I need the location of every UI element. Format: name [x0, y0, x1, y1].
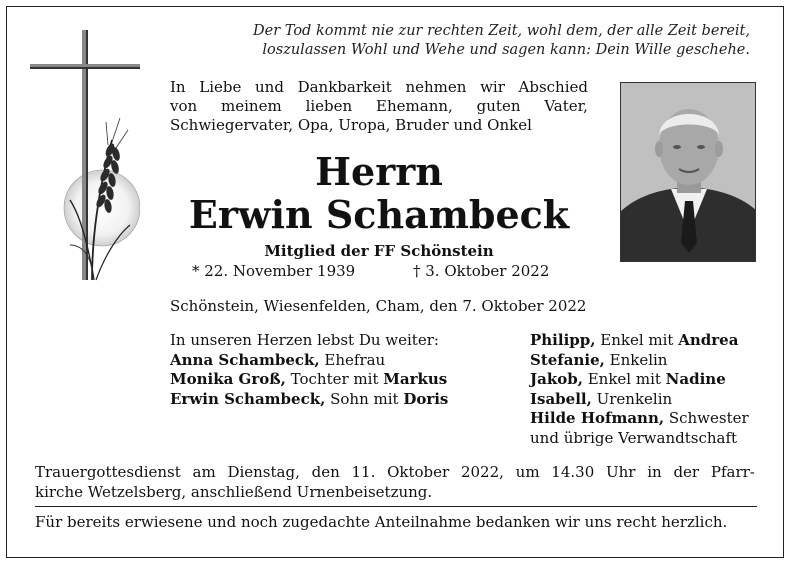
mourner-row	[170, 370, 448, 390]
place-date: Schönstein, Wiesenfelden, Cham, den 7. Oktober 2022	[170, 297, 587, 315]
mourner-row	[530, 409, 749, 429]
mourner-relation: Schwester	[664, 409, 749, 427]
mourner-partner: Nadine	[665, 370, 726, 388]
word: Dankbarkeit	[297, 78, 392, 96]
mourner-relation: Ehefrau	[319, 350, 386, 369]
mourner-partner: Markus	[383, 370, 448, 388]
word: Vater,	[544, 97, 588, 115]
word: Uhr	[606, 463, 636, 481]
mourner-row	[530, 351, 749, 371]
mourner-partner: Andrea	[678, 331, 739, 349]
service-line-1	[35, 462, 755, 482]
mourner-name: Stefanie,	[530, 350, 605, 369]
word: Ehemann,	[376, 97, 453, 115]
mourner-relation: Tochter mit	[285, 370, 384, 388]
birth-date: * 22. November 1939	[192, 262, 356, 280]
cross-with-wheat-icon	[30, 30, 140, 285]
word: 11.	[351, 463, 376, 481]
quote-line: Der Tod kommt nie zur rechten Zeit, wohl dem, der alle Zeit bereit,	[253, 23, 750, 39]
mourner-relation: Enkelin	[604, 350, 668, 369]
mourner-relation: Enkel mit	[582, 370, 666, 388]
death-date: † 3. Oktober 2022	[413, 262, 550, 280]
word: den	[311, 463, 340, 481]
thanks-text: Für bereits erwiesene und noch zugedachte Anteilnahme bedanken wir uns recht herzlich.	[35, 513, 728, 531]
service-line-2: kirche Wetzelsberg, anschließend Urnenbeisetzung.	[35, 483, 433, 501]
word: Abschied	[518, 78, 588, 96]
quote	[230, 22, 750, 60]
funeral-service	[35, 462, 755, 502]
mourner-name: Hilde Hofmann,	[530, 409, 665, 427]
word: in	[647, 463, 662, 481]
honorific: Herrn	[315, 149, 443, 194]
divider	[35, 506, 757, 507]
mourner-name: Isabell,	[530, 389, 592, 408]
word: Liebe	[199, 78, 242, 96]
mourners-intro: In unseren Herzen lebst Du weiter:	[170, 331, 439, 349]
word: nehmen	[405, 78, 467, 96]
mourner-name: Erwin Schambeck,	[170, 389, 326, 408]
mourners-left	[170, 331, 448, 409]
membership: Mitglied der FF Schönstein	[264, 242, 494, 260]
word: Trauergottesdienst	[35, 463, 181, 481]
mourner-name: Anna Schambeck,	[170, 350, 320, 369]
mourner-row	[170, 390, 448, 410]
word: 2022,	[460, 463, 504, 481]
intro-line-1	[170, 78, 588, 97]
mourner-relation: Sohn mit	[325, 389, 404, 408]
intro-line-3: Schwiegervater, Opa, Uropa, Bruder und Onkel	[170, 116, 532, 134]
mourner-row	[530, 390, 749, 410]
mourners-right	[530, 331, 749, 448]
word: Oktober	[387, 463, 450, 481]
quote-line: loszulassen Wohl und Wehe und sagen kann: Dein Wille geschehe.	[262, 42, 750, 58]
mourner-relation: Urenkelin	[591, 389, 673, 408]
word: um	[515, 463, 540, 481]
word: guten	[476, 97, 521, 115]
mourner-name: Jakob,	[530, 370, 583, 388]
mourner-row	[530, 331, 749, 351]
word: von	[170, 97, 198, 115]
word: meinem	[221, 97, 282, 115]
word: Pfarr-	[710, 463, 755, 481]
portrait-photo	[620, 82, 756, 262]
word: 14.30	[551, 463, 595, 481]
mourner-row	[530, 370, 749, 390]
word: Dienstag,	[227, 463, 300, 481]
word: und	[255, 78, 284, 96]
word: wir	[480, 78, 505, 96]
mourners-closing: und übrige Verwandtschaft	[530, 428, 738, 447]
mourner-relation: Enkel mit	[595, 331, 679, 349]
word: In	[170, 78, 186, 96]
mourner-name: Monika Groß,	[170, 370, 286, 388]
intro-line-2	[170, 97, 588, 116]
word: am	[192, 463, 216, 481]
word: der	[673, 463, 700, 481]
portrait-icon	[621, 83, 756, 262]
mourner-partner: Doris	[403, 389, 449, 408]
mourner-name: Philipp,	[530, 331, 596, 349]
word: lieben	[305, 97, 353, 115]
deceased-name: Erwin Schambeck	[188, 192, 570, 237]
mourner-row	[170, 351, 448, 371]
intro-text	[170, 78, 588, 135]
